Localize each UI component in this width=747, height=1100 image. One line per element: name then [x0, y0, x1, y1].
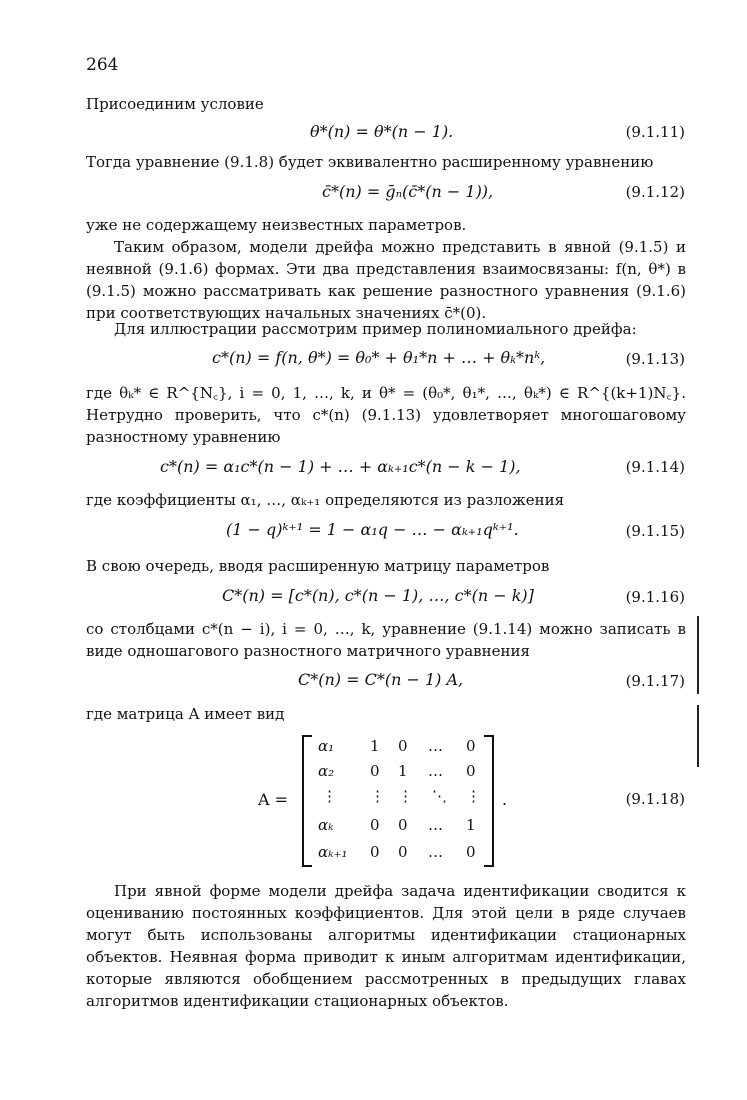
equation-9-1-15: (1 − q)ᵏ⁺¹ = 1 − α₁q − … − αₖ₊₁qᵏ⁺¹.	[226, 520, 519, 539]
matrix-cell: 1	[466, 816, 476, 834]
paragraph-6: где θₖ* ∈ R^{N꜀}, i = 0, 1, …, k, и θ* = (θ₀*, θ₁*, …, θₖ*) ∈ R^{(k+1)N꜀}. Нетрудно проверить, что c*(n) (9.1.13) удовлетворяет многошаговому разностному уравнению	[86, 384, 686, 446]
equation-number-9-1-17: (9.1.17)	[625, 672, 685, 690]
matrix-cell: 0	[370, 843, 380, 861]
matrix-cell: …	[428, 816, 443, 834]
matrix-cell: ⋮	[370, 787, 385, 805]
matrix-cell: 1	[398, 762, 408, 780]
matrix-cell: 0	[398, 843, 408, 861]
paragraph-2: Тогда уравнение (9.1.8) будет эквивалентно расширенному уравнению	[86, 153, 654, 171]
equation-9-1-13: c*(n) = f(n, θ*) = θ₀* + θ₁*n + … + θₖ*nᵏ,	[212, 348, 546, 367]
matrix-cell: ⋮	[398, 787, 413, 805]
matrix-lhs: A =	[258, 790, 289, 809]
paragraph-3: уже не содержащему неизвестных параметров.	[86, 216, 467, 234]
matrix-cell: ⋮	[466, 787, 481, 805]
matrix-cell: 0	[466, 843, 476, 861]
matrix-cell: 0	[398, 816, 408, 834]
matrix-cell: ⋱	[432, 787, 447, 805]
equation-number-9-1-18: (9.1.18)	[625, 790, 685, 808]
paragraph-9: со столбцами c*(n − i), i = 0, …, k, уравнение (9.1.14) можно записать в виде одношагового разностного матричного уравнения	[86, 620, 686, 660]
matrix-cell: ⋮	[322, 787, 337, 805]
equation-9-1-17: C*(n) = C*(n − 1) A,	[298, 670, 464, 689]
equation-9-1-14: c*(n) = α₁c*(n − 1) + … + αₖ₊₁c*(n − k − 1),	[160, 457, 521, 476]
matrix-cell: αₖ₊₁	[318, 843, 348, 861]
paragraph-8: В свою очередь, вводя расширенную матрицу параметров	[86, 557, 550, 575]
matrix-cell: αₖ	[318, 816, 334, 834]
equation-9-1-12: c̄*(n) = ḡₙ(c̄*(n − 1)),	[322, 182, 494, 201]
matrix-cell: 0	[370, 816, 380, 834]
matrix-cell: 0	[398, 737, 408, 755]
matrix-cell: …	[428, 762, 443, 780]
matrix-cell: …	[428, 737, 443, 755]
paragraph-5: Для иллюстрации рассмотрим пример полиномиального дрейфа:	[114, 320, 637, 338]
paragraph-10: где матрица A имеет вид	[86, 705, 285, 723]
matrix-left-bracket	[302, 735, 312, 867]
page-number: 264	[86, 55, 119, 75]
equation-number-9-1-14: (9.1.14)	[625, 458, 685, 476]
matrix-cell: 1	[370, 737, 380, 755]
equation-9-1-16: C*(n) = [c*(n), c*(n − 1), …, c*(n − k)]	[222, 586, 534, 605]
matrix-cell: α₁	[318, 737, 335, 755]
paragraph-4: Таким образом, модели дрейфа можно представить в явной (9.1.5) и неявной (9.1.6) формах. Эти два представления взаимосвязаны: f(n, θ*) в (9.1.5) можно рассматривать как решение разностного уравнения (9.1.6) при соответствующих начальных значениях c̄*(0).	[86, 238, 686, 322]
matrix-cell: α₂	[318, 762, 335, 780]
scan-artifact-line	[697, 705, 699, 767]
equation-number-9-1-11: (9.1.11)	[625, 123, 685, 141]
matrix-cell: 0	[466, 762, 476, 780]
equation-9-1-11: θ*(n) = θ*(n − 1).	[310, 122, 454, 141]
equation-number-9-1-16: (9.1.16)	[625, 588, 685, 606]
matrix-trailing-period: .	[502, 790, 508, 809]
matrix-cell: 0	[466, 737, 476, 755]
equation-number-9-1-12: (9.1.12)	[625, 183, 685, 201]
matrix-cell: 0	[370, 762, 380, 780]
paragraph-7: где коэффициенты α₁, …, αₖ₊₁ определяются из разложения	[86, 491, 565, 509]
equation-number-9-1-13: (9.1.13)	[625, 350, 685, 368]
paragraph-1: Присоединим условие	[86, 95, 264, 113]
matrix-right-bracket	[484, 735, 494, 867]
paragraph-11: При явной форме модели дрейфа задача идентификации сводится к оцениванию постоянных коэффициентов. Для этой цели в ряде случаев могут быть использованы алгоритмы идентификации стационарных объектов. Неявная форма приводит к иным алгоритмам идентификации, которые являются обобщением рассмотренных в предыдущих главах алгоритмов идентификации стационарных объектов.	[86, 882, 686, 1010]
equation-number-9-1-15: (9.1.15)	[625, 522, 685, 540]
scan-artifact-line	[697, 616, 699, 694]
matrix-cell: …	[428, 843, 443, 861]
